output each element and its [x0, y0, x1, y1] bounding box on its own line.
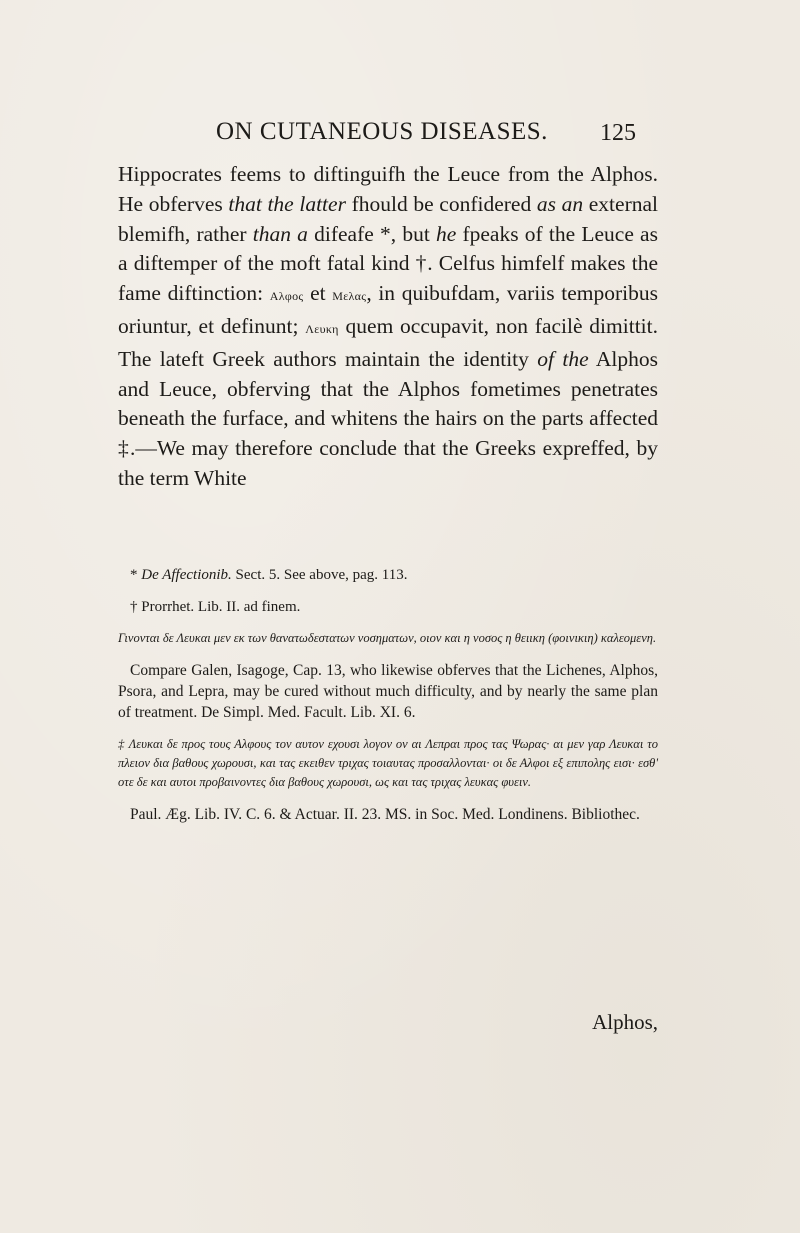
body-text: Hippocrates feems to diftinguifh the Leuce from the Alphos. He obferves: [118, 162, 658, 216]
footnote-title: De Affectionib.: [141, 567, 232, 583]
body-italic: of the: [537, 346, 589, 371]
body-paragraph: [118, 160, 658, 494]
footnote-text: Sect. 5. See above, pag. 113.: [231, 567, 408, 583]
spacer: [118, 585, 658, 597]
body-text: fhould be confidered: [345, 191, 537, 216]
footnote-mark: *: [130, 567, 142, 583]
footnote-2-compare: Compare Galen, Isagoge, Cap. 13, who likewise obferves that the Lichenes, Alphos, Psora, and Lepra, may be cured without much difficulty, and by nearly the same plan of treatment. De Simpl. Med. Facult. Lib. XI. 6.: [118, 662, 658, 721]
body-italic: that the latter: [228, 191, 346, 216]
page-header: [216, 118, 636, 150]
footnote-3-greek-quote: ‡ Λευκαι δε προς τους Αλφους τον αυτον εχουσι λογον ον αι Λεπραι προς τας Ψωρας· αι μεν γαρ Λευκαι το πλειον δια βαθους χωρουσι, και τας εκειθεν τριχας τοιαυτας προσαλλονται· οι δε Αλφοι εξ επιπολης εισι· εσθ' οτε δε και αυτοι προβαινοντες δια βαθους χωρουσι, ως και τας τριχας λευκας φυειν.: [118, 737, 658, 789]
body-text: external blemifh, rather: [118, 191, 658, 246]
spacer: [118, 792, 658, 804]
footnote-1: [118, 565, 658, 585]
main-paragraph: [118, 160, 658, 494]
body-text: , in quibufdam, variis temporibus oriuntur, et definunt;: [118, 281, 658, 338]
catchword: Alphos,: [592, 1010, 658, 1034]
footnote-2: † Prorrhet. Lib. II. ad finem.: [130, 599, 301, 615]
body-italic: as an: [536, 191, 584, 216]
footnote-3-source: Paul. Æg. Lib. IV. C. 6. & Actuar. II. 23. MS. in Soc. Med. Londinens. Bibliothec.: [130, 806, 640, 823]
spacer: [118, 723, 658, 735]
body-text: quem occupavit, non facilè dimittit. The lateft Greek authors maintain the identity: [118, 313, 658, 371]
body-italic: he: [435, 221, 457, 246]
footnote-2-greek-quote: Γινονται δε Λευκαι μεν εκ των θανατωδεστατων νοσηματων, οιον και η νοσος η θειικη (φοινικιη) καλεομενη.: [118, 631, 657, 645]
running-head: ON CUTANEOUS DISEASES.: [216, 118, 548, 145]
body-italic: than a: [252, 221, 308, 246]
body-text: difeafe *, but: [307, 221, 436, 246]
body-text: et: [303, 281, 333, 306]
greek-word-melas: Μελας: [332, 289, 367, 304]
body-text: Alphos and Leuce, obferving that the Alphos fometimes penetrates beneath the furface, and whitens the hairs on the parts affected ‡.—We may therefore conclude that the Greeks expreffed, by the term White: [118, 346, 658, 490]
body-text: fpeaks of the Leuce as a diftemper of the moft fatal kind †. Celfus himfelf makes the fame diftinction:: [118, 221, 658, 306]
page-number: 125: [600, 120, 636, 146]
spacer: [118, 617, 658, 629]
greek-word-leuke: Λευκη: [305, 321, 339, 336]
greek-word-alphos: Αλφος: [269, 289, 304, 304]
footnotes: [118, 565, 658, 825]
spacer: [118, 648, 658, 660]
